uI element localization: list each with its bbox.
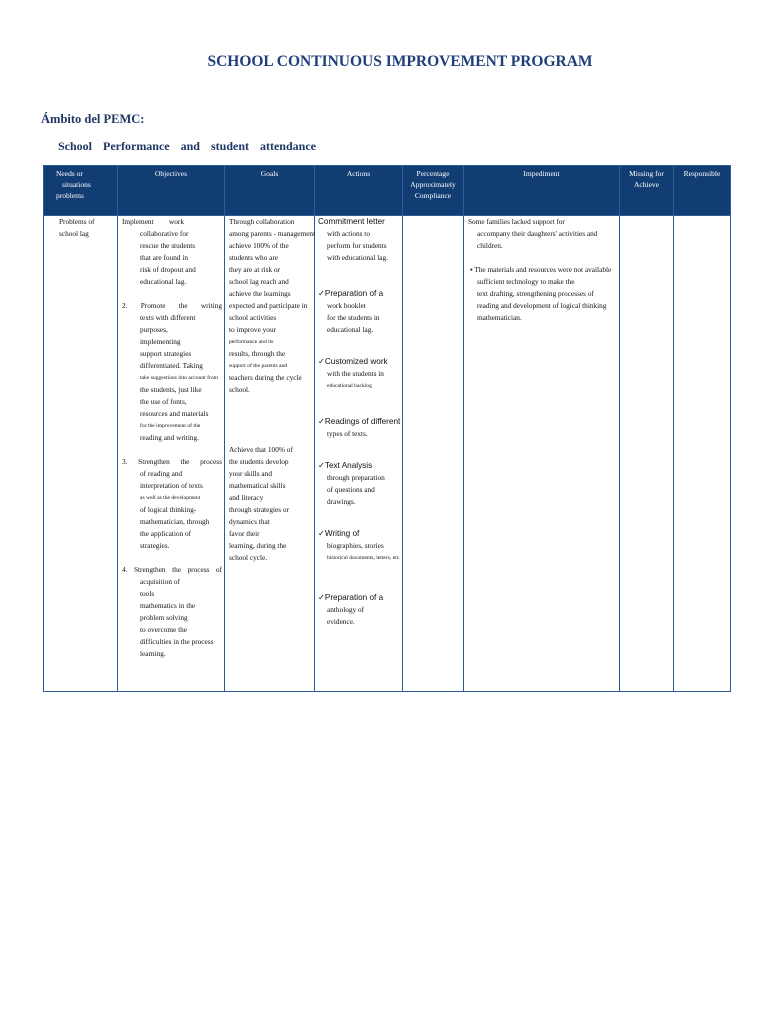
objective-2: 2. Promote the writing [122, 301, 222, 310]
objective-4: 4. Strengthen the process of [122, 565, 222, 574]
impediment-1: Some families lacked support for accompany their daughters' activities and children. [468, 217, 598, 250]
header-objectives: Objectives [154, 169, 188, 178]
action-1: Commitment letter with actions to perform for students with educational lag. [318, 217, 388, 262]
header-actions: Actions [346, 169, 371, 178]
actions-cell [318, 216, 410, 628]
goal-1: Through collaboration among parents - management achieve 100% of the students who are they are at risk or school lag reach and achieve the learnings expected and participate in school activities to improve your performance and its results, through the support of the parents and teachers during the cycle school. [229, 217, 316, 394]
action-6: ✓Writing of biographies, stories historical documents, letters, etc. [318, 529, 401, 561]
header-missing: Missing for Achieve [629, 169, 664, 189]
objective-1: Implement work [122, 217, 184, 226]
objectives-cell: Implement work collaborative for rescue the students that are found in risk of dropout and educational lag. 2. Promote the writing texts with different purposes, implementing support strategies differentiated. Taking take suggestions into account from the students, just like the use of fonts, resources and materials for the improvement of the reading and writing. 3. Strengthen the process of reading and interpretation of texts as well as the development of logical thinking- mathematician, through the application of strategies. 4. Strengthen the process of acquisition of tools mathematics in the problem solving to overcome the difficulties in the process learning. [122, 217, 222, 658]
action-3: ✓Customized work with the students in educational backlog [318, 357, 388, 389]
action-7: ✓Preparation of a anthology of evidence. [318, 593, 384, 626]
goals-cell [229, 216, 321, 564]
improvement-table [43, 165, 731, 692]
action-2: ✓Preparation of a work booklet for the students in educational lag. [318, 289, 384, 334]
header-responsible: Responsible [683, 169, 721, 178]
header-percentage: Percentage Approximately Compliance [410, 169, 456, 200]
needs-cell: Problems of school lag [59, 217, 95, 238]
goal-2: Achieve that 100% of the students develop your skills and mathematical skills and literacy through strategies or dynamics that favor their learning, during the school cycle. [229, 445, 293, 562]
impediment-2: ▪ The materials and resources were not available sufficient technology to make the text drafting, strengthening processes of reading and development of logical thinking mathematician. [470, 265, 612, 322]
header-needs: Needs or situations problems [56, 169, 91, 200]
header-goals: Goals [260, 169, 279, 178]
objective-3: 3. Strengthen the process [122, 457, 222, 466]
section-subtitle: School Performance and student attendance [58, 139, 316, 153]
impediment-cell [468, 216, 638, 324]
header-impediment: Impediment [523, 169, 560, 178]
page-title: SCHOOL CONTINUOUS IMPROVEMENT PROGRAM [207, 53, 593, 70]
action-5: ✓Text Analysis through preparation of questions and drawings. [318, 461, 385, 506]
action-4: ✓Readings of different types of texts. [318, 417, 401, 438]
ambito-label: Ámbito del PEMC: [41, 112, 145, 126]
